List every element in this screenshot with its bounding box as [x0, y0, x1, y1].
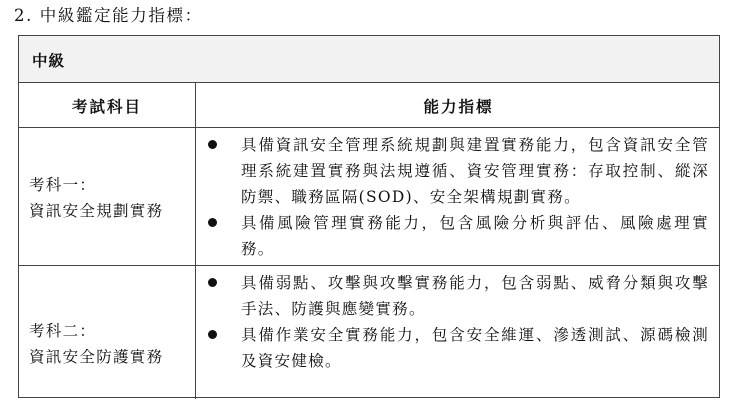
ability-item: [205, 322, 709, 374]
table-row: [19, 266, 719, 399]
ability-table: [18, 35, 720, 398]
section-heading: 2. 中級鑑定能力指標：: [14, 6, 203, 25]
header-subject: 考試科目: [71, 97, 142, 116]
table-row: [19, 128, 719, 266]
ability-text: 具備風險管理實務能力，包含風險分析與評估、風險處理實務。: [241, 214, 709, 258]
ability-list: [205, 132, 709, 262]
subject-cell: [29, 172, 189, 224]
level-row: [19, 36, 719, 83]
bullet-icon: [208, 140, 217, 149]
header-row: [19, 83, 719, 128]
header-ability: 能力指標: [423, 97, 494, 116]
ability-list: [205, 270, 709, 374]
subject-title: 資訊安全防護實務: [29, 348, 164, 366]
subject-code: 考科一：: [29, 176, 97, 194]
ability-item: [205, 210, 709, 262]
bullet-icon: [208, 278, 217, 287]
subject-cell: [29, 318, 189, 370]
subject-title: 資訊安全規劃實務: [29, 202, 164, 220]
ability-item: [205, 132, 709, 210]
subject-code: 考科二：: [29, 322, 97, 340]
ability-text: 具備作業安全實務能力，包含安全維運、滲透測試、源碼檢測及資安健檢。: [241, 326, 709, 370]
ability-item: [205, 270, 709, 322]
bullet-icon: [208, 330, 217, 339]
ability-text: 具備弱點、攻擊與攻擊實務能力，包含弱點、威脅分類與攻擊手法、防護與應變實務。: [241, 274, 709, 318]
ability-text: 具備資訊安全管理系統規劃與建置實務能力，包含資訊安全管理系統建置實務與法規遵循、資安管理實務：存取控制、縱深防禦、職務區隔(SOD)、安全架構規劃實務。: [241, 136, 709, 206]
bullet-icon: [208, 218, 217, 227]
level-label: 中級: [32, 51, 66, 70]
